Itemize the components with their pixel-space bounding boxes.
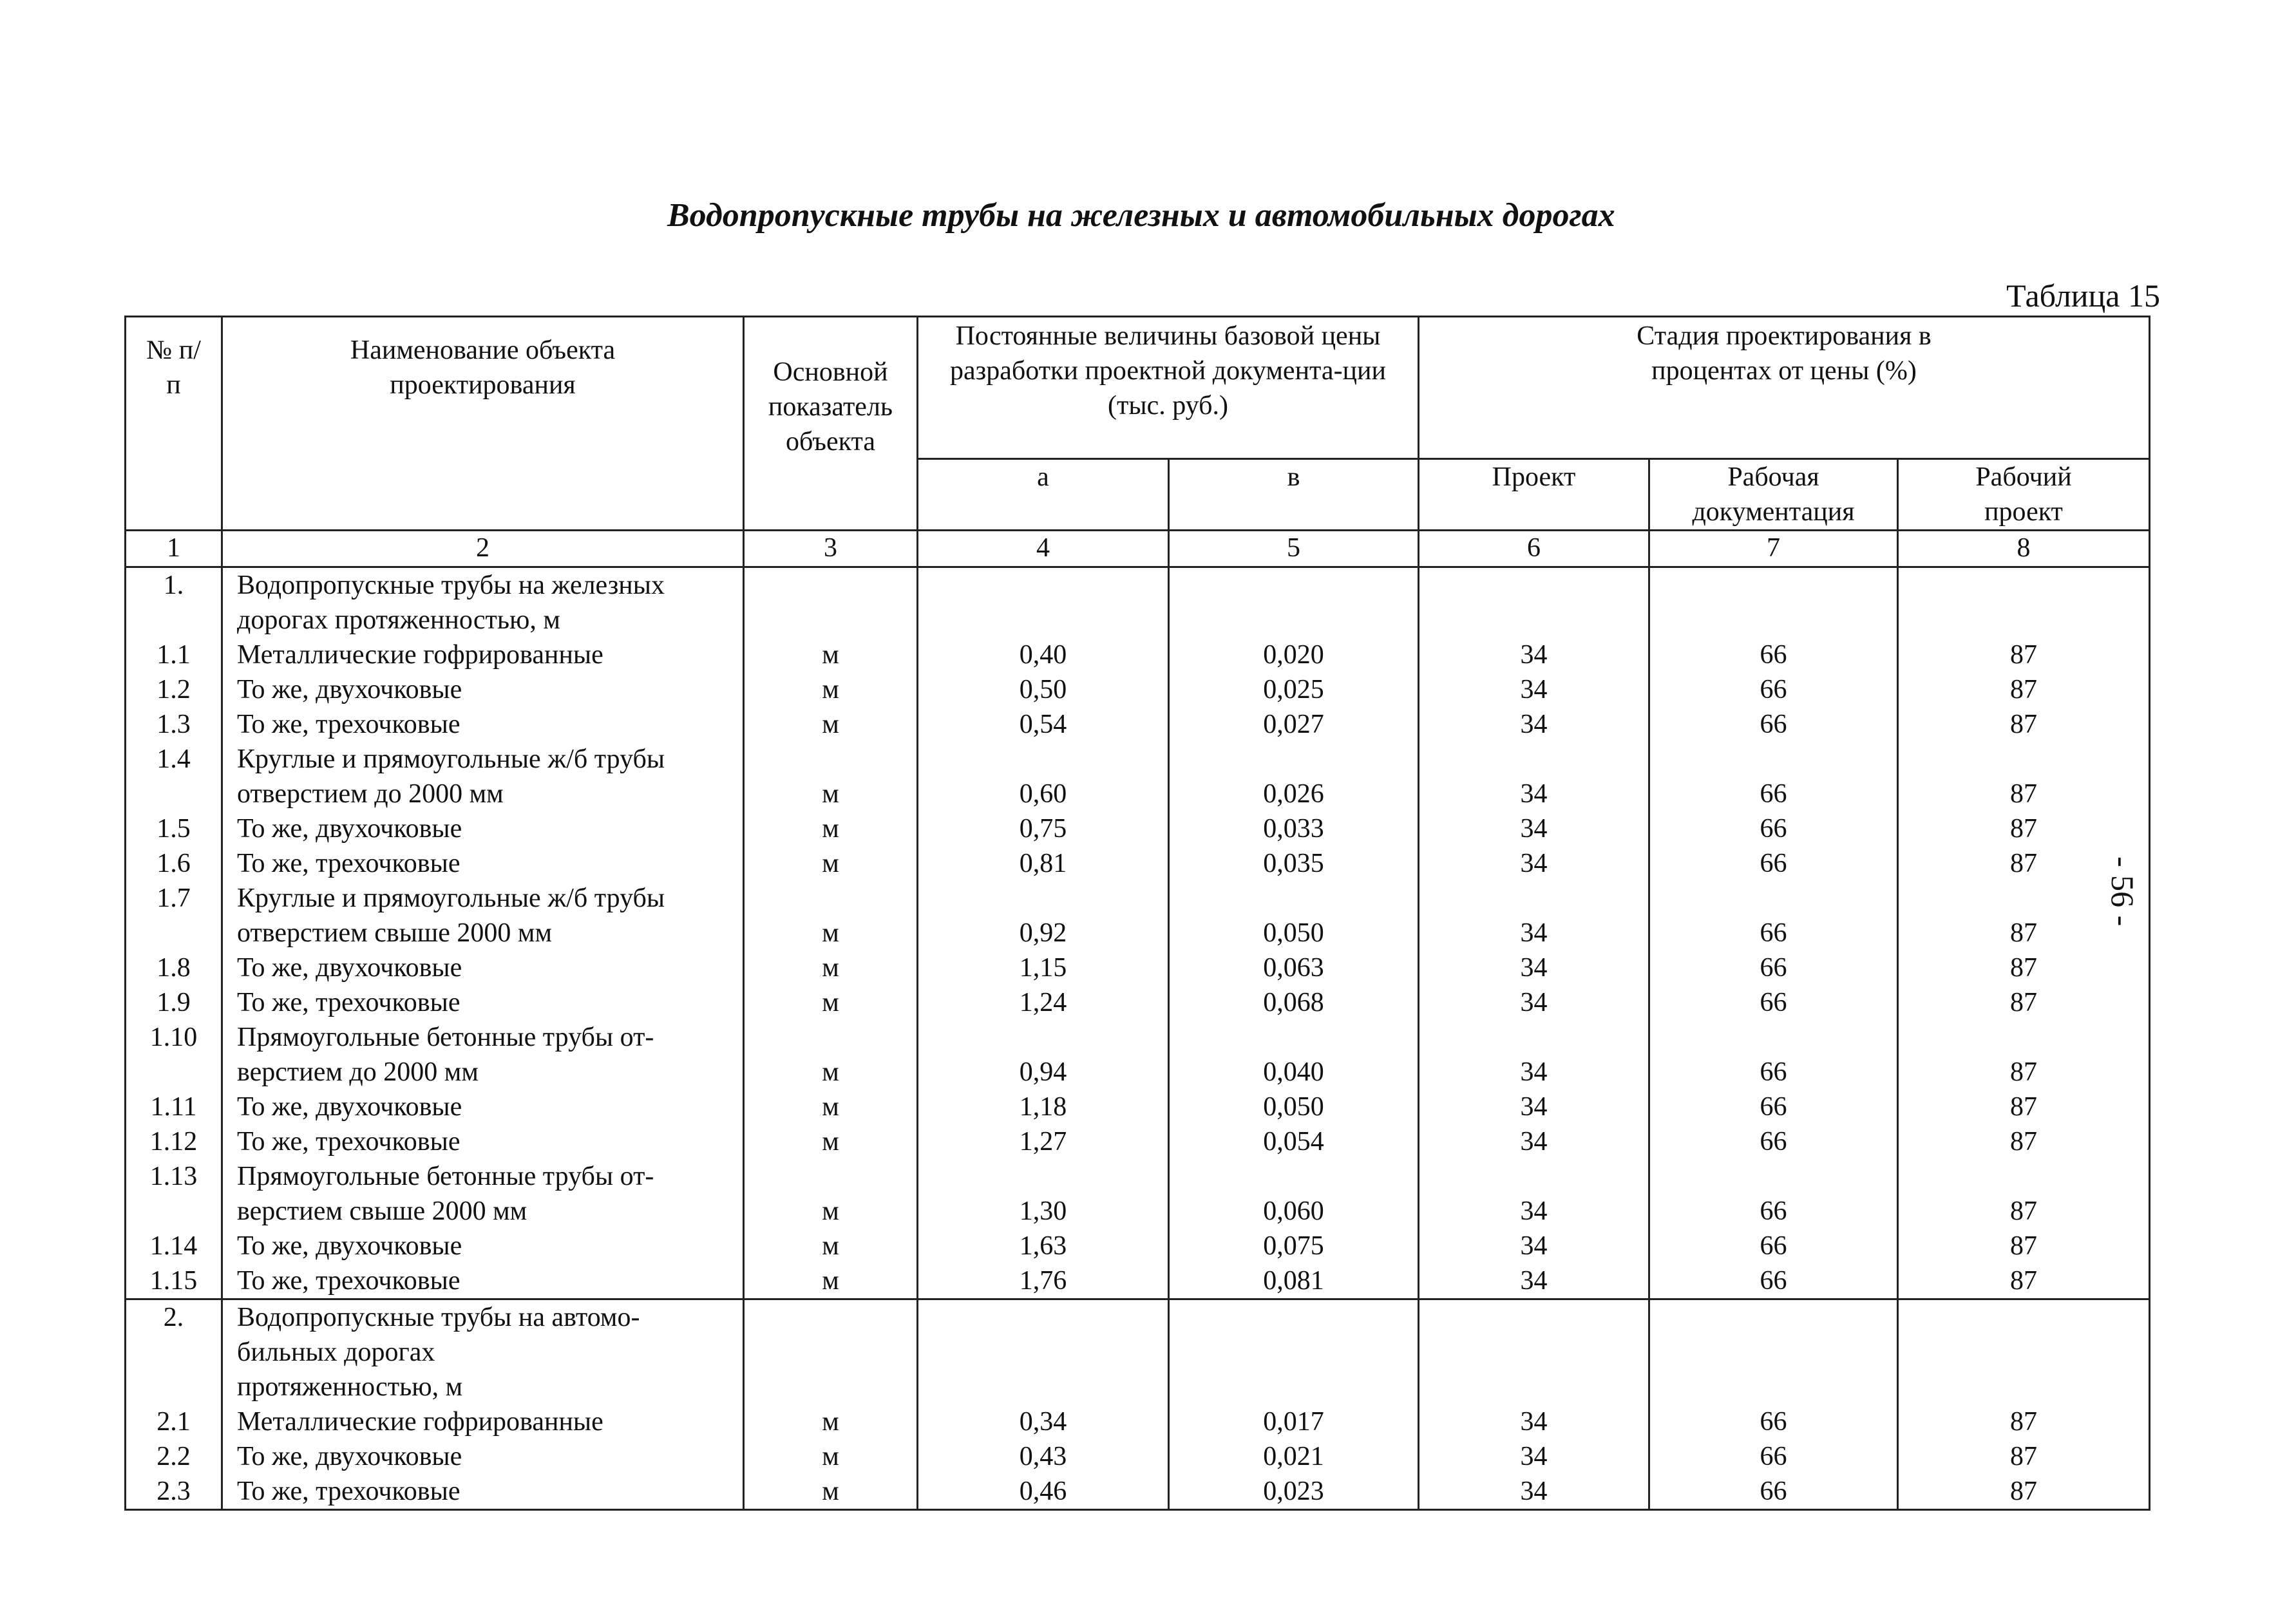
table-row: [126, 742, 2150, 811]
row-work-doc-percent: 66: [1649, 950, 1898, 985]
row-project-percent: 34: [1419, 1404, 1649, 1439]
row-value-a: 0,81: [918, 846, 1169, 881]
row-number: 1.5: [126, 811, 222, 846]
row-name: Металлические гофрированные: [222, 637, 744, 672]
column-number: 7: [1649, 531, 1898, 567]
row-work-project-percent: 87: [1898, 742, 2150, 811]
header-unit: Основной показатель объекта: [744, 317, 918, 531]
row-work-doc-percent: 66: [1649, 672, 1898, 707]
table-row: [126, 1020, 2150, 1090]
row-value-a: 0,40: [918, 637, 1169, 672]
page-title: Водопропускные трубы на железных и автомобильных дорогах: [667, 197, 1615, 234]
table-row: [126, 950, 2150, 985]
table-row: [126, 1474, 2150, 1510]
row-project-percent: 34: [1419, 637, 1649, 672]
table-row: [126, 567, 2150, 638]
row-work-doc-percent: 66: [1649, 1404, 1898, 1439]
table-row: [126, 1299, 2150, 1405]
row-value-a: 1,24: [918, 985, 1169, 1020]
row-value-a: 1,76: [918, 1263, 1169, 1299]
row-unit: м: [744, 950, 918, 985]
row-value-b: 0,026: [1169, 742, 1419, 811]
row-project-percent: 34: [1419, 811, 1649, 846]
row-number: 2.3: [126, 1474, 222, 1510]
header-work-project: Рабочий проект: [1898, 459, 2150, 531]
row-unit: м: [744, 1474, 918, 1510]
row-work-doc-percent: [1649, 567, 1898, 638]
row-name: То же, трехочковые: [222, 1124, 744, 1159]
row-name: То же, трехочковые: [222, 846, 744, 881]
row-value-a: 0,60: [918, 742, 1169, 811]
header-project: Проект: [1419, 459, 1649, 531]
row-name: Водопропускные трубы на железных дорогах протяженностью, м: [222, 567, 744, 638]
row-number: 1.10: [126, 1020, 222, 1090]
column-number: 2: [222, 531, 744, 567]
row-value-b: [1169, 1299, 1419, 1405]
table-body: [126, 567, 2150, 1510]
row-unit: м: [744, 672, 918, 707]
row-name: Круглые и прямоугольные ж/б трубы отверстием свыше 2000 мм: [222, 881, 744, 950]
row-unit: м: [744, 881, 918, 950]
row-name: То же, трехочковые: [222, 1474, 744, 1510]
row-value-a: 1,27: [918, 1124, 1169, 1159]
row-number: 1.2: [126, 672, 222, 707]
row-project-percent: 34: [1419, 1229, 1649, 1263]
row-unit: м: [744, 1159, 918, 1229]
row-project-percent: 34: [1419, 1090, 1649, 1124]
row-work-project-percent: [1898, 1299, 2150, 1405]
table-row: [126, 1090, 2150, 1124]
table-row: [126, 1229, 2150, 1263]
row-value-a: 0,50: [918, 672, 1169, 707]
row-name: То же, двухочковые: [222, 1439, 744, 1474]
row-number: 1.8: [126, 950, 222, 985]
row-number: 1.13: [126, 1159, 222, 1229]
row-work-doc-percent: 66: [1649, 985, 1898, 1020]
row-work-project-percent: 87: [1898, 1020, 2150, 1090]
row-value-b: 0,063: [1169, 950, 1419, 985]
row-value-b: 0,060: [1169, 1159, 1419, 1229]
row-name: Металлические гофрированные: [222, 1404, 744, 1439]
row-name: То же, двухочковые: [222, 1229, 744, 1263]
row-unit: [744, 1299, 918, 1405]
row-project-percent: 34: [1419, 950, 1649, 985]
row-name: То же, двухочковые: [222, 672, 744, 707]
table-row: [126, 811, 2150, 846]
row-unit: м: [744, 1090, 918, 1124]
row-unit: м: [744, 1404, 918, 1439]
row-work-project-percent: 87: [1898, 1159, 2150, 1229]
row-value-b: 0,023: [1169, 1474, 1419, 1510]
header-stage: Стадия проектирования в процентах от цены (%): [1419, 317, 2150, 459]
row-project-percent: [1419, 567, 1649, 638]
row-number: 1.4: [126, 742, 222, 811]
row-work-project-percent: 87: [1898, 950, 2150, 985]
row-project-percent: 34: [1419, 1263, 1649, 1299]
row-number: 1.3: [126, 707, 222, 742]
row-value-a: 0,92: [918, 881, 1169, 950]
row-name: Круглые и прямоугольные ж/б трубы отверстием до 2000 мм: [222, 742, 744, 811]
row-number: 2.2: [126, 1439, 222, 1474]
header-a: а: [918, 459, 1169, 531]
row-project-percent: 34: [1419, 1159, 1649, 1229]
row-unit: м: [744, 1124, 918, 1159]
row-project-percent: 34: [1419, 846, 1649, 881]
row-work-doc-percent: 66: [1649, 637, 1898, 672]
row-value-b: 0,035: [1169, 846, 1419, 881]
row-work-project-percent: 87: [1898, 1439, 2150, 1474]
row-work-doc-percent: 66: [1649, 1474, 1898, 1510]
row-work-doc-percent: 66: [1649, 1090, 1898, 1124]
table-row: [126, 672, 2150, 707]
row-name: То же, двухочковые: [222, 950, 744, 985]
table-row: [126, 1124, 2150, 1159]
row-name: То же, трехочковые: [222, 1263, 744, 1299]
row-unit: м: [744, 1020, 918, 1090]
row-work-project-percent: 87: [1898, 1229, 2150, 1263]
row-value-b: 0,033: [1169, 811, 1419, 846]
row-project-percent: 34: [1419, 1124, 1649, 1159]
row-value-b: 0,075: [1169, 1229, 1419, 1263]
row-value-a: 0,43: [918, 1439, 1169, 1474]
row-value-a: [918, 567, 1169, 638]
row-number: 1.1: [126, 637, 222, 672]
row-value-a: 0,46: [918, 1474, 1169, 1510]
row-project-percent: 34: [1419, 1020, 1649, 1090]
row-value-a: 0,75: [918, 811, 1169, 846]
row-work-project-percent: 87: [1898, 811, 2150, 846]
row-work-doc-percent: 66: [1649, 1439, 1898, 1474]
row-project-percent: 34: [1419, 1474, 1649, 1510]
row-number: 1.15: [126, 1263, 222, 1299]
row-number: 1.6: [126, 846, 222, 881]
row-work-doc-percent: 66: [1649, 707, 1898, 742]
header-work-doc: Рабочая документация: [1649, 459, 1898, 531]
row-value-b: 0,027: [1169, 707, 1419, 742]
row-number: 2.1: [126, 1404, 222, 1439]
row-project-percent: [1419, 1299, 1649, 1405]
row-number: 1.14: [126, 1229, 222, 1263]
row-work-doc-percent: 66: [1649, 1159, 1898, 1229]
row-work-project-percent: 87: [1898, 846, 2150, 881]
table-row: [126, 637, 2150, 672]
row-name: То же, трехочковые: [222, 707, 744, 742]
row-value-b: 0,050: [1169, 1090, 1419, 1124]
row-value-b: [1169, 567, 1419, 638]
row-value-a: 1,63: [918, 1229, 1169, 1263]
row-value-a: 1,18: [918, 1090, 1169, 1124]
row-work-project-percent: 87: [1898, 1263, 2150, 1299]
table-row: [126, 1159, 2150, 1229]
column-number: 6: [1419, 531, 1649, 567]
column-number: 1: [126, 531, 222, 567]
row-value-b: 0,040: [1169, 1020, 1419, 1090]
header-base-price: Постоянные величины базовой цены разработки проектной документа-ции (тыс. руб.): [918, 317, 1419, 459]
row-value-b: 0,020: [1169, 637, 1419, 672]
column-number: 8: [1898, 531, 2150, 567]
row-name: То же, двухочковые: [222, 1090, 744, 1124]
row-name: Прямоугольные бетонные трубы от- верстием свыше 2000 мм: [222, 1159, 744, 1229]
row-work-project-percent: 87: [1898, 985, 2150, 1020]
header-b: в: [1169, 459, 1419, 531]
table-row: [126, 846, 2150, 881]
row-number: 1.: [126, 567, 222, 638]
row-value-a: [918, 1299, 1169, 1405]
row-work-project-percent: 87: [1898, 672, 2150, 707]
row-value-b: 0,025: [1169, 672, 1419, 707]
table-label: Таблица 15: [2006, 278, 2160, 314]
row-name: Прямоугольные бетонные трубы от- верстием до 2000 мм: [222, 1020, 744, 1090]
row-value-b: 0,017: [1169, 1404, 1419, 1439]
row-number: 1.11: [126, 1090, 222, 1124]
row-work-doc-percent: 66: [1649, 742, 1898, 811]
table-row: [126, 985, 2150, 1020]
table-row: [126, 1263, 2150, 1299]
header-num: № п/п: [126, 317, 222, 531]
row-work-project-percent: 87: [1898, 1474, 2150, 1510]
row-value-a: 0,34: [918, 1404, 1169, 1439]
row-unit: м: [744, 637, 918, 672]
row-number: 1.7: [126, 881, 222, 950]
row-work-project-percent: 87: [1898, 1124, 2150, 1159]
row-name: Водопропускные трубы на автомо- бильных дорогах протяженностью, м: [222, 1299, 744, 1405]
row-project-percent: 34: [1419, 672, 1649, 707]
row-work-project-percent: 87: [1898, 881, 2150, 950]
row-work-doc-percent: 66: [1649, 1020, 1898, 1090]
row-project-percent: 34: [1419, 707, 1649, 742]
row-value-a: 1,15: [918, 950, 1169, 985]
row-value-b: 0,081: [1169, 1263, 1419, 1299]
row-value-a: 1,30: [918, 1159, 1169, 1229]
row-unit: м: [744, 742, 918, 811]
row-unit: м: [744, 1263, 918, 1299]
row-project-percent: 34: [1419, 742, 1649, 811]
header-name: Наименование объекта проектирования: [222, 317, 744, 531]
row-name: То же, двухочковые: [222, 811, 744, 846]
row-unit: м: [744, 1439, 918, 1474]
row-value-b: 0,054: [1169, 1124, 1419, 1159]
row-project-percent: 34: [1419, 985, 1649, 1020]
row-work-project-percent: 87: [1898, 637, 2150, 672]
row-number: 1.9: [126, 985, 222, 1020]
row-value-a: 0,94: [918, 1020, 1169, 1090]
table-row: [126, 1404, 2150, 1439]
row-unit: [744, 567, 918, 638]
row-unit: м: [744, 985, 918, 1020]
row-work-project-percent: [1898, 567, 2150, 638]
page-number: - 56 -: [2105, 856, 2141, 927]
table-row: [126, 707, 2150, 742]
table-row: [126, 881, 2150, 950]
row-work-doc-percent: 66: [1649, 1263, 1898, 1299]
row-project-percent: 34: [1419, 1439, 1649, 1474]
row-value-b: 0,068: [1169, 985, 1419, 1020]
row-work-project-percent: 87: [1898, 1404, 2150, 1439]
row-work-doc-percent: [1649, 1299, 1898, 1405]
column-number: 3: [744, 531, 918, 567]
row-number: 2.: [126, 1299, 222, 1405]
row-work-doc-percent: 66: [1649, 811, 1898, 846]
row-unit: м: [744, 846, 918, 881]
row-work-doc-percent: 66: [1649, 1229, 1898, 1263]
row-number: 1.12: [126, 1124, 222, 1159]
row-work-project-percent: 87: [1898, 707, 2150, 742]
row-work-project-percent: 87: [1898, 1090, 2150, 1124]
row-unit: м: [744, 707, 918, 742]
row-work-doc-percent: 66: [1649, 881, 1898, 950]
row-unit: м: [744, 811, 918, 846]
row-value-b: 0,050: [1169, 881, 1419, 950]
row-value-a: 0,54: [918, 707, 1169, 742]
row-work-doc-percent: 66: [1649, 846, 1898, 881]
table-row: [126, 1439, 2150, 1474]
column-number: 5: [1169, 531, 1419, 567]
row-name: То же, трехочковые: [222, 985, 744, 1020]
price-table: [124, 316, 2150, 1511]
row-work-doc-percent: 66: [1649, 1124, 1898, 1159]
row-unit: м: [744, 1229, 918, 1263]
row-value-b: 0,021: [1169, 1439, 1419, 1474]
row-project-percent: 34: [1419, 881, 1649, 950]
column-number: 4: [918, 531, 1169, 567]
